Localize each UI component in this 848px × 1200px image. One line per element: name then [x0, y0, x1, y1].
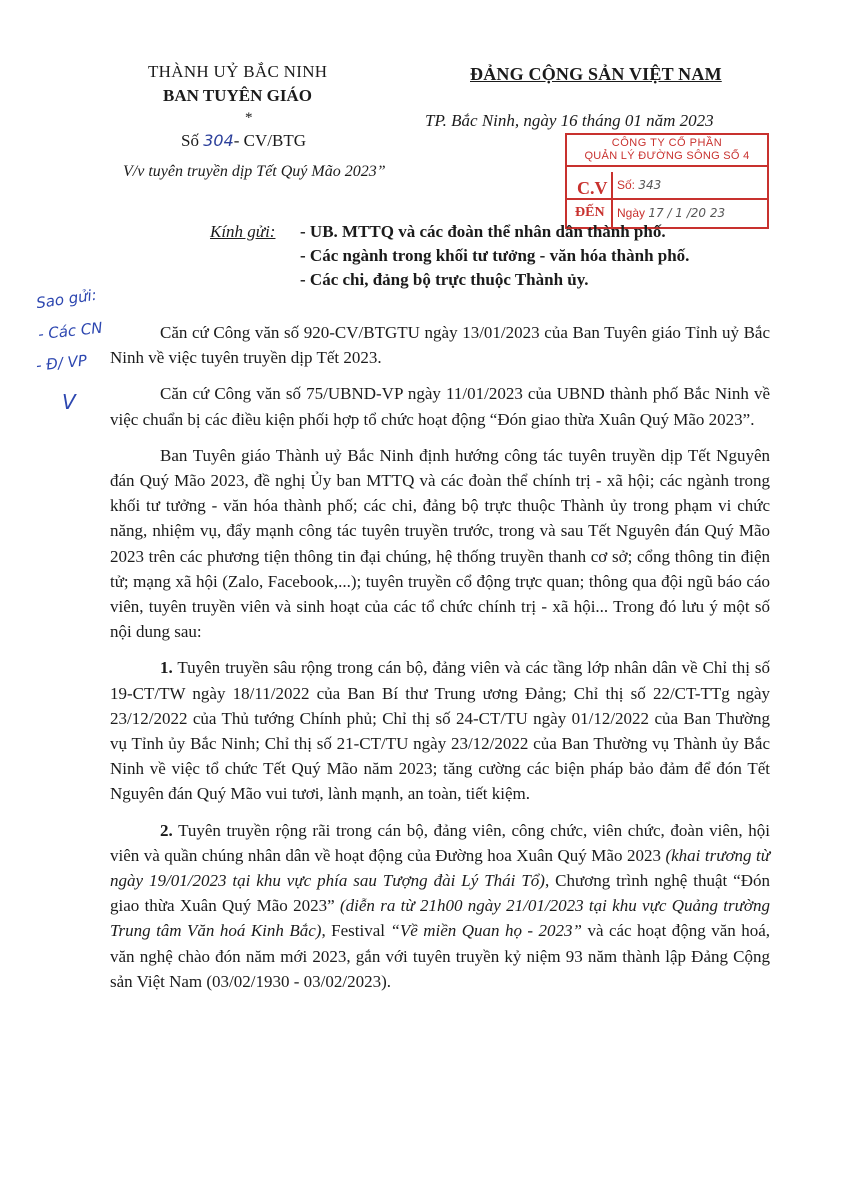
handwritten-note-line: - Các CN — [37, 318, 104, 344]
document-body — [110, 320, 770, 1005]
place-date: TP. Bắc Ninh, ngày 16 tháng 01 năm 2023 — [425, 111, 714, 130]
body-paragraph — [110, 818, 770, 994]
issuer-department: BAN TUYÊN GIÁO — [163, 86, 312, 105]
item-number: 1. — [160, 658, 173, 678]
stamp-company-line2: QUẢN LÝ ĐƯỜNG SÔNG SỐ 4 — [567, 150, 767, 167]
star-separator: * — [245, 110, 253, 126]
body-paragraph: Căn cứ Công văn số 920-CV/BTGTU ngày 13/01/2023 của Ban Tuyên giáo Tỉnh uỷ Bắc Ninh về việc tuyên truyền dịp Tết 2023. — [110, 323, 770, 368]
stamp-date-label: Ngày — [617, 206, 646, 220]
item-text-italic: “Về miền Quan họ - 2023” — [390, 921, 582, 941]
document-subject: V/v tuyên truyền dịp Tết Quý Mão 2023” — [123, 163, 386, 180]
recipient-item: - UB. MTTQ và các đoàn thể nhân dân thành phố. — [300, 222, 666, 241]
recipient-item: - Các ngành trong khối tư tưởng - văn hóa thành phố. — [300, 246, 690, 265]
handwritten-note-line: Sao gửi: — [35, 285, 98, 313]
doc-number-suffix: - CV/BTG — [233, 131, 307, 150]
stamp-number — [617, 178, 661, 192]
stamp-number-value: 343 — [638, 178, 662, 192]
handwritten-note-line: - Đ/ VP — [35, 351, 88, 375]
body-paragraph — [110, 655, 770, 806]
stamp-number-label: Số: — [617, 178, 636, 192]
body-paragraph: Ban Tuyên giáo Thành uỷ Bắc Ninh định hướng công tác tuyên truyền dịp Tết Nguyên đán Quý Mão 2023, đề nghị Ủy ban MTTQ và các đoàn thể chính trị - xã hội; các ngành trong khối tư tưởng - văn hóa thành phố; các chi, đảng bộ trực thuộc Thành ủy trong phạm vi chức năng, nhiệm vụ, đẩy mạnh công tác tuyên truyền trước, trong và sau Tết Nguyên đán Quý Mão 2023 trên các phương tiện thông tin đại chúng, hệ thống truyền thanh cơ sở; cổng thông tin điện tử; mạng xã hội (Zalo, Facebook,...); tuyên truyền cổ động trực quan; thông qua đội ngũ báo cáo viên, tuyên truyền viên và sinh hoạt của các tổ chức chính trị - xã hội... Trong đó lưu ý một số nội dung sau: — [110, 445, 770, 642]
issuer-name: THÀNH UỶ BẮC NINH — [148, 62, 328, 81]
received-stamp — [565, 133, 769, 229]
item-text: Tuyên truyền rộng rãi trong cán bộ, đảng viên, công chức, viên chức, đoàn viên, hội viên và quần chúng nhân dân về hoạt động của Đường hoa Xuân Quý Mão 2023 — [110, 820, 770, 865]
stamp-company-line1: CÔNG TY CỔ PHẦN — [611, 137, 723, 149]
handwritten-note-line: V — [62, 390, 76, 414]
item-text-italic: (khai trương từ ngày 19/01/2023 tại khu vực phía sau Tượng đài Lý Thái Tổ) — [110, 845, 771, 891]
stamp-date — [617, 206, 725, 220]
doc-number-prefix: Số — [181, 131, 204, 150]
doc-number-handwritten: 304 — [203, 131, 234, 150]
stamp-den-label: ĐẾN — [575, 205, 605, 220]
item-text: , Chương trình nghệ thuật “Đón giao thừa Xuân Quý Mão 2023” — [110, 871, 770, 916]
item-text-italic: (diễn ra từ 21h00 ngày 21/01/2023 tại khu vực Quảng trường Trung tâm Văn hoá Kinh Bắc) — [110, 896, 770, 941]
recipient-item: - Các chi, đảng bộ trực thuộc Thành ủy. — [300, 270, 589, 289]
item-number: 2. — [160, 820, 173, 840]
party-heading: ĐẢNG CỘNG SẢN VIỆT NAM — [470, 64, 722, 84]
recipients-label: Kính gửi: — [210, 222, 276, 241]
stamp-cv-label: C.V — [577, 178, 608, 198]
item-text: và các hoạt động văn hoá, văn nghệ chào đón năm mới 2023, gắn với tuyên truyền kỷ niệm 93 năm thành lập Đảng Cộng sản Việt Nam (03/02/1930 - 03/02/2023). — [110, 921, 770, 991]
item-text: Tuyên truyền sâu rộng trong cán bộ, đảng viên và các tầng lớp nhân dân về Chỉ thị số 19-CT/TW ngày 18/11/2022 của Ban Bí thư Trung ương Đảng; Chỉ thị số 22/CT-TTg ngày 23/12/2022 của Thủ tướng Chính phủ; Chỉ thị số 24-CT/TU ngày 01/12/2022 của Ban Thường vụ Tỉnh ủy Bắc Ninh; Chỉ thị số 21-CT/TU ngày 23/12/2022 của Ban Thường vụ Thành ủy Bắc Ninh về việc tổ chức Tết Quý Mão năm 2023; tăng cường các biện pháp bảo đảm để đón Tết Nguyên đán Quý Mão vui tươi, lành mạnh, an toàn, tiết kiệm. — [110, 658, 770, 804]
document-number — [181, 131, 306, 151]
item-text: , Festival — [321, 921, 391, 941]
stamp-date-value: 17 / 1 /20 23 — [648, 206, 726, 220]
body-paragraph: Căn cứ Công văn số 75/UBND-VP ngày 11/01/2023 của UBND thành phố Bắc Ninh về việc chuẩn bị các điều kiện phối hợp tổ chức hoạt động “Đón giao thừa Xuân Quý Mão 2023”. — [110, 384, 770, 429]
